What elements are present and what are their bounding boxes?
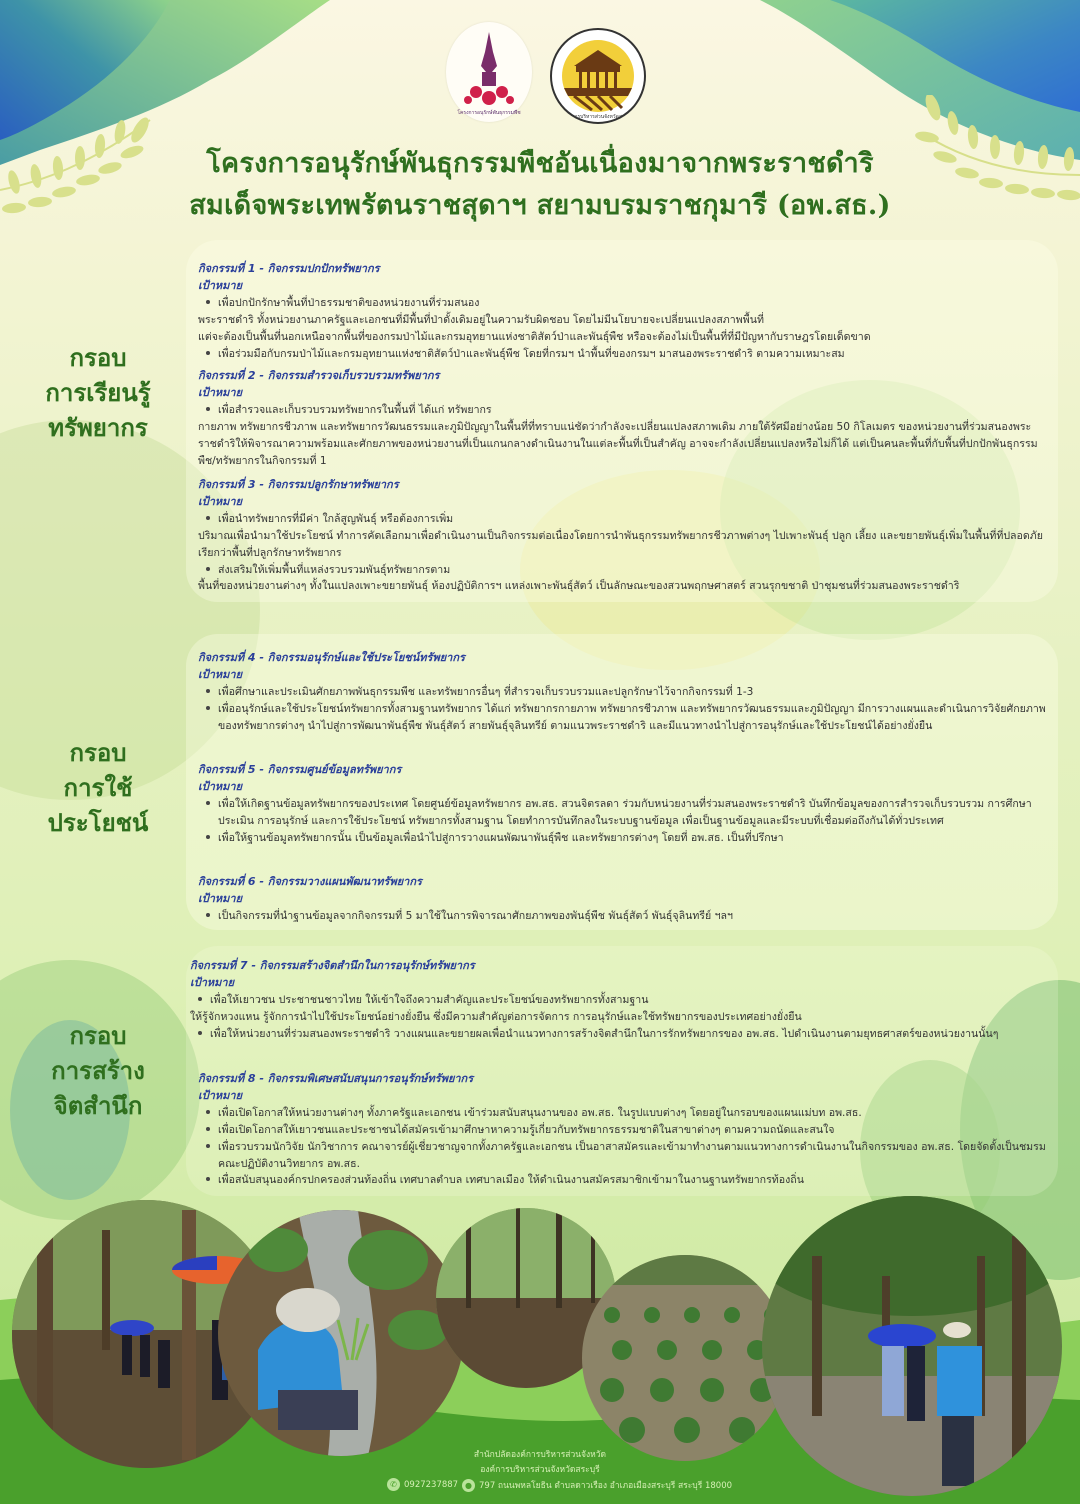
- bullet-icon: [198, 997, 202, 1001]
- goal-continuation-text: พื้นที่ของหน่วยงานต่างๆ ทั้งในแปลงเพาะขยายพันธุ์ ห้องปฏิบัติการฯ แหล่งเพาะพันธุ์สัตว์ เป็นลักษณะของสวนพฤกษศาสตร์ สวนรุกขชาติ ป่าชุมชนที่ร่วมสนองพระราชดำริ: [198, 580, 960, 593]
- goal-bullet-text: เพื่อร่วมมือกับกรมป่าไม้และกรมอุทยานแห่งชาติสัตว์ป่าและพันธุ์พืช โดยที่กรมฯ นำพื้นที่ของกรมฯ มาสนองพระราชดำริ ตามความเหมาะสม: [218, 347, 845, 360]
- bullet-icon: [198, 1031, 202, 1035]
- goal-bullet-item: [198, 346, 1054, 363]
- saraburi-pao-logo: [550, 28, 646, 124]
- bullet-icon: [206, 351, 210, 355]
- goal-continuation-text: พระราชดำริ ทั้งหน่วยงานภาครัฐและเอกชนที่มีพื้นที่ป่าดั้งเดิมอยู่ในความรับผิดชอบ โดยไม่มีนโยบายจะเปลี่ยนแปลงสภาพพื้นที่: [198, 313, 764, 326]
- bullet-icon: [206, 913, 210, 917]
- photo-seedling-plot: [582, 1255, 788, 1461]
- activity-4: [198, 650, 1054, 735]
- goal-bullet-text: เพื่อให้ฐานข้อมูลทรัพยากรนั้น เป็นข้อมูลเพื่อนำไปสู่การวางแผนพัฒนาพันธุ์พืช และทรัพยากรต่างๆ โดยที่ อพ.สธ. เป็นที่ปรึกษา: [218, 831, 784, 844]
- bullet-icon: [206, 516, 210, 520]
- goal-bullet-text: เพื่อปกปักรักษาพื้นที่ป่าธรรมชาติของหน่วยงานที่ร่วมสนอง: [218, 296, 480, 309]
- activity-goal-label: เป้าหมาย: [198, 385, 243, 399]
- activity-goal-label: เป้าหมาย: [198, 1088, 243, 1102]
- bullet-icon: [206, 1177, 210, 1181]
- bullet-icon: [206, 706, 210, 710]
- section-label-line: จิตสำนึก: [53, 1091, 143, 1120]
- goal-bullet-text: เพื่อเปิดโอกาสให้หน่วยงานต่างๆ ทั้งภาครัฐและเอกชน เข้าร่วมสนับสนุนงานของ อพ.สธ. ในรูปแบบต่างๆ โดยอยู่ในกรอบของแผนแม่บท อพ.สธ.: [218, 1106, 862, 1119]
- goal-continuation-text: ปริมาณเพื่อนำมาใช้ประโยชน์ ทำการคัดเลือกมาเพื่อดำเนินงานเป็นกิจกรรมต่อเนื่องโดยการนำพันธุกรรมทรัพยากรชีวภาพต่างๆ ไปเพาะพันธุ์ ปลูก เลี้ยง และขยายพันธุ์เพิ่มในพื้นที่ที่ปลอดภัยเรียกว่าพื้นที่ปลูกรักษาทรัพยากร: [198, 529, 1043, 559]
- section-label-line: กรอบ: [69, 343, 127, 372]
- activity-title: กิจกรรมที่ 6 - กิจกรรมวางแผนพัฒนาทรัพยากร: [198, 875, 422, 888]
- footer-address-text: 797 ถนนพหลโยธิน ตำบลดาวเรือง อำเภอเมืองสระบุรี สระบุรี 18000: [479, 1481, 733, 1491]
- poster-title-line-1: โครงการอนุรักษ์พันธุกรรมพืชอันเนื่องมาจากพระราชดำริ: [206, 148, 874, 179]
- activity-goal-label: เป้าหมาย: [198, 494, 243, 508]
- section-label-line: ทรัพยากร: [48, 413, 148, 442]
- svg-text:องค์การบริหารส่วนจังหวัดสระบุร: องค์การบริหารส่วนจังหวัดสระบุรี: [562, 114, 634, 120]
- photo-planting-by-stream: [218, 1210, 464, 1456]
- royal-plant-genetic-conservation-project-logo: [446, 22, 532, 122]
- activity-2: [198, 368, 1054, 469]
- section-label-line: การเรียนรู้: [45, 378, 151, 407]
- activity-goal-label: เป้าหมาย: [198, 667, 243, 681]
- goal-bullet-item: [198, 684, 1054, 701]
- goal-bullet-item: [198, 701, 1054, 735]
- bullet-icon: [206, 1144, 210, 1148]
- bullet-icon: [206, 1127, 210, 1131]
- activity-goal-label: เป้าหมาย: [198, 891, 243, 905]
- goal-bullet-item: [198, 562, 1054, 579]
- goal-bullet-item: [198, 796, 1054, 830]
- bullet-icon: [206, 300, 210, 304]
- bullet-icon: [206, 567, 210, 571]
- activity-6: [198, 874, 1054, 925]
- poster-title-line-2: สมเด็จพระเทพรัตนราชสุดาฯ สยามบรมราชกุมารี (อพ.สธ.): [189, 190, 891, 221]
- section-label-line: กรอบ: [69, 738, 127, 767]
- goal-bullet-item: [198, 511, 1054, 528]
- bullet-icon: [206, 1110, 210, 1114]
- goal-bullet-item: [198, 1139, 1054, 1173]
- section-label-awareness: [18, 1018, 178, 1123]
- goal-bullet-text: เพื่อศึกษาและประเมินศักยภาพพันธุกรรมพืช และทรัพยากรอื่นๆ ที่สำรวจเก็บรวบรวมและปลูกรักษาไว้จากกิจกรรมที่ 1-3: [218, 685, 754, 698]
- goal-bullet-text: เพื่อให้เกิดฐานข้อมูลทรัพยากรของประเทศ โดยศูนย์ข้อมูลทรัพยากร อพ.สธ. สวนจิตรลดา ร่วมกับหน่วยงานที่ร่วมสนองพระราชดำริ บันทึกข้อมูลของการสำรวจเก็บรวบรวม การศึกษาประเมิน การอนุรักษ์ และการใช้ประโยชน์ ทรัพยากรทั้งสามฐาน โดยทำการบันทึกลงในระบบฐานข้อมูล เพื่อเป็นฐานข้อมูลและมีระบบที่เชื่อมต่อถึงกันได้ทั่วประเทศ: [218, 797, 1032, 827]
- activity-3: [198, 477, 1054, 595]
- bullet-icon: [206, 835, 210, 839]
- activity-goal-label: เป้าหมาย: [198, 278, 243, 292]
- bullet-icon: [206, 689, 210, 693]
- activity-title: กิจกรรมที่ 8 - กิจกรรมพิเศษสนับสนุนการอนุรักษ์ทรัพยากร: [198, 1072, 474, 1085]
- goal-bullet-item: [198, 295, 1054, 312]
- phone-icon: ✆: [387, 1478, 400, 1491]
- goal-bullet-item: [198, 1122, 1054, 1139]
- header-logos: [446, 22, 656, 126]
- bullet-icon: [206, 407, 210, 411]
- goal-bullet-item: [198, 1172, 1054, 1189]
- goal-continuation-text: ให้รู้จักหวงแหน รู้จักการนำไปใช้ประโยชน์อย่างยั่งยืน ซึ่งมีความสำคัญต่อการจัดการ การอนุรักษ์และใช้ทรัพยากรของประเทศอย่างยั่งยืน: [190, 1010, 802, 1023]
- activity-8: [198, 1071, 1054, 1189]
- activity-title: กิจกรรมที่ 3 - กิจกรรมปลูกรักษาทรัพยากร: [198, 478, 399, 491]
- goal-bullet-text: ส่งเสริมให้เพิ่มพื้นที่แหล่งรวบรวมพันธุ์ทรัพยากรตาม: [218, 563, 451, 576]
- goal-bullet-item: [198, 908, 1054, 925]
- goal-bullet-item: [190, 992, 1054, 1009]
- location-pin-icon: ●: [462, 1479, 475, 1492]
- goal-bullet-item: [198, 402, 1054, 419]
- section-label-line: การใช้: [63, 773, 133, 802]
- activity-title: กิจกรรมที่ 5 - กิจกรรมศูนย์ข้อมูลทรัพยากร: [198, 763, 402, 776]
- activity-title: กิจกรรมที่ 1 - กิจกรรมปกปักทรัพยากร: [198, 262, 380, 275]
- goal-bullet-text: เพื่ออนุรักษ์และใช้ประโยชน์ทรัพยากรทั้งสามฐานทรัพยากร ได้แก่ ทรัพยากรกายภาพ ทรัพยากรชีวภาพ และทรัพยากรวัฒนธรรมและภูมิปัญญา มีการวางแผนและดำเนินการวิจัยศักยภาพของทรัพยากรต่างๆ นำไปสู่การพัฒนาพันธุ์พืช พันธุ์สัตว์ สายพันธุ์จุลินทรีย์ ตามแนวพระราชดำริ และมีแนวทางนำไปสู่การอนุรักษ์และใช้ประโยชน์ได้อย่างยั่งยืน: [218, 702, 1046, 732]
- goal-bullet-text: เพื่อนำทรัพยากรที่มีค่า ใกล้สูญพันธุ์ หรือต้องการเพิ่ม: [218, 512, 454, 525]
- goal-continuation-text: กายภาพ ทรัพยากรชีวภาพ และทรัพยากรวัฒนธรรมและภูมิปัญญาในพื้นที่ที่ทราบแน่ชัดว่ากำลังจะเปลี่ยนแปลงสภาพเดิม ภายใต้รัศมีอย่างน้อย 50 กิโลเมตร ของหน่วยงานที่ร่วมสนองพระราชดำริให้พิจารณาความพร้อมและศักยภาพของหน่วยงานที่เป็นแกนกลางดำเนินงานในแต่ละพื้นที่เป็นสำคัญ อาจจะกำลังเปลี่ยนแปลงหรือไม่ก็ได้ แต่เป็นคนละพื้นที่กับพื้นที่ปกปักพันธุกรรมพืช/ทรัพยากรในกิจกรรมที่ 1: [198, 420, 1038, 467]
- section-label-line: กรอบ: [69, 1021, 127, 1050]
- goal-bullet-item: [190, 1026, 1054, 1043]
- activity-title: กิจกรรมที่ 4 - กิจกรรมอนุรักษ์และใช้ประโยชน์ทรัพยากร: [198, 651, 465, 664]
- section-label-learning: [18, 340, 178, 445]
- goal-bullet-text: เพื่อให้หน่วยงานที่ร่วมสนองพระราชดำริ วางแผนและขยายผลเพื่อนำแนวทางการสร้างจิตสำนึกในการรักทรัพยากรของ อพ.สธ. ไปดำเนินงานตามยุทธศาสตร์ของหน่วยงานนั้นๆ: [210, 1027, 999, 1040]
- footer-phone: [387, 1478, 458, 1491]
- goal-continuation-text: แต่จะต้องเป็นพื้นที่นอกเหนือจากพื้นที่ของกรมป่าไม้และกรมอุทยานแห่งชาติสัตว์ป่าและพันธุ์พืช หรือจะต้องไม่เป็นพื้นที่ที่มีปัญหากับราษฎรโดยเด็ดขาด: [198, 330, 871, 343]
- activity-goal-label: เป้าหมาย: [198, 779, 243, 793]
- activity-1: [198, 261, 1054, 362]
- activity-title: กิจกรรมที่ 2 - กิจกรรมสำรวจเก็บรวบรวมทรัพยากร: [198, 369, 440, 382]
- goal-bullet-text: เพื่อให้เยาวชน ประชาชนชาวไทย ให้เข้าใจถึงความสำคัญและประโยชน์ของทรัพยากรทั้งสามฐาน: [210, 993, 649, 1006]
- footer-org-line-2: องค์การบริหารส่วนจังหวัดสระบุรี: [480, 1465, 600, 1475]
- goal-bullet-text: เพื่อเปิดโอกาสให้เยาวชนและประชาชนได้สมัครเข้ามาศึกษาหาความรู้เกี่ยวกับทรัพยากรธรรมชาติในสาขาต่างๆ ตามความถนัดและสนใจ: [218, 1123, 835, 1136]
- activity-title: กิจกรรมที่ 7 - กิจกรรมสร้างจิตสำนึกในการอนุรักษ์ทรัพยากร: [190, 959, 475, 972]
- goal-bullet-item: [198, 1105, 1054, 1122]
- section-label-line: ประโยชน์: [47, 808, 149, 837]
- activity-7: [190, 958, 1054, 1043]
- svg-text:โครงการอนุรักษ์พันธุกรรมพืช: โครงการอนุรักษ์พันธุกรรมพืช: [457, 110, 521, 116]
- section-label-utilization: [18, 735, 178, 840]
- footer-address: [462, 1478, 732, 1492]
- activity-goal-label: เป้าหมาย: [190, 975, 235, 989]
- footer-phone-number: 0927237887: [404, 1479, 459, 1490]
- goal-bullet-text: เพื่อสำรวจและเก็บรวบรวมทรัพยากรในพื้นที่ ได้แก่ ทรัพยากร: [218, 403, 492, 416]
- activity-5: [198, 762, 1054, 847]
- footer-org-line-1: สำนักปลัดองค์การบริหารส่วนจังหวัด: [473, 1450, 607, 1460]
- goal-bullet-item: [198, 830, 1054, 847]
- section-label-line: การสร้าง: [51, 1056, 145, 1085]
- goal-bullet-text: เพื่อรวบรวมนักวิจัย นักวิชาการ คณาจารย์ผู้เชี่ยวชาญจากทั้งภาครัฐและเอกชน เป็นอาสาสมัครและเข้ามาทำงานตามแนวทางการดำเนินงานในกิจกรรมของ อพ.สธ. โดยจัดตั้งเป็นชมรมคณะปฏิบัติงานวิทยากร อพ.สธ.: [218, 1140, 1046, 1170]
- goal-bullet-text: เพื่อสนับสนุนองค์กรปกครองส่วนท้องถิ่น เทศบาลตำบล เทศบาลเมือง ให้ดำเนินงานสมัครสมาชิกเข้ามาในงานฐานทรัพยากรท้องถิ่น: [218, 1174, 804, 1187]
- goal-bullet-text: เป็นกิจกรรมที่นำฐานข้อมูลจากกิจกรรมที่ 5 มาใช้ในการพิจารณาศักยภาพของพันธุ์พืช พันธุ์สัตว์ พันธุ์จุลินทรีย์ ฯลฯ: [218, 909, 733, 922]
- bullet-icon: [206, 801, 210, 805]
